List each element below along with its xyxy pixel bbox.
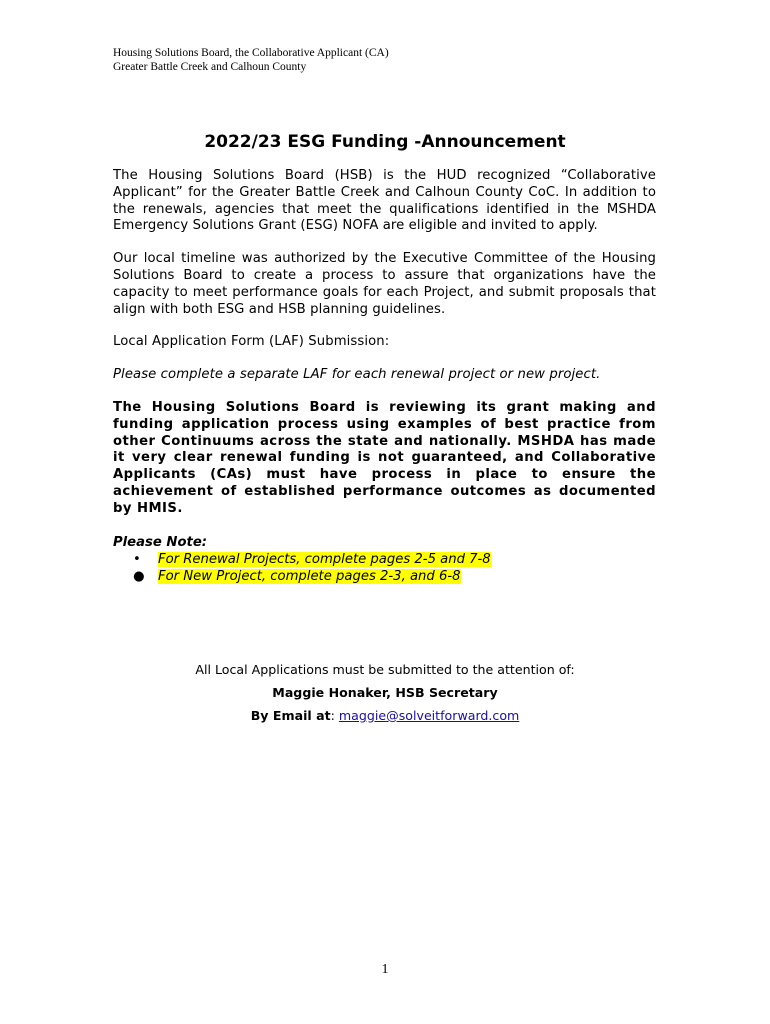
email-separator: :: [330, 708, 335, 723]
list-item: [113, 551, 656, 568]
document-title: 2022/23 ESG Funding -Announcement: [204, 132, 566, 152]
email-link[interactable]: maggie@solveitforward.com: [338, 708, 520, 723]
intro-paragraph: The Housing Solutions Board (HSB) is the HUD recognized “Collaborative Applicant” for the Greater Battle Creek and Calhoun County CoC. In addition to the renewals, agencies that meet the qualifications identified in the MSHDA Emergency Solutions Grant (ESG) NOFA are eligible and invited to apply.: [113, 168, 656, 234]
page-header: [113, 46, 389, 74]
list-item: [113, 568, 656, 585]
review-notice-paragraph: The Housing Solutions Board is reviewing its grant making and funding application process using examples of best practice from other Continuums across the state and nationally. MSHDA has made it very clear renewal funding is not guaranteed, and Collaborative Applicants (CAs) must have process in place to ensure the achievement of established performance outcomes as documented by HMIS.: [113, 399, 656, 516]
submission-intro: All Local Applications must be submitted to the attention of:: [195, 662, 575, 677]
submission-info: [0, 661, 770, 725]
contact-name: Maggie Honaker, HSB Secretary: [272, 685, 498, 700]
laf-instruction: Please complete a separate LAF for each renewal project or new project.: [113, 367, 601, 383]
renewal-projects-note: For Renewal Projects, complete pages 2-5 and 7-8: [158, 552, 491, 568]
note-list: [113, 551, 656, 585]
header-line-2: Greater Battle Creek and Calhoun County: [113, 61, 307, 73]
bullet-icon: •: [133, 552, 141, 568]
please-note-heading: Please Note:: [113, 534, 208, 550]
laf-submission-label: Local Application Form (LAF) Submission:: [113, 334, 390, 350]
bullet-icon: ●: [133, 569, 145, 585]
email-line: [0, 707, 770, 725]
page-number: 1: [381, 962, 389, 977]
new-project-note: For New Project, complete pages 2-3, and 6-8: [158, 569, 461, 585]
document-body: [113, 168, 656, 585]
timeline-paragraph: Our local timeline was authorized by the Executive Committee of the Housing Solutions Board to create a process to assure that organizations have the capacity to meet performance goals for each Project, and submit proposals that align with both ESG and HSB planning guidelines.: [113, 251, 656, 317]
email-label: By Email at: [250, 708, 331, 723]
header-line-1: Housing Solutions Board, the Collaborative Applicant (CA): [113, 47, 389, 59]
